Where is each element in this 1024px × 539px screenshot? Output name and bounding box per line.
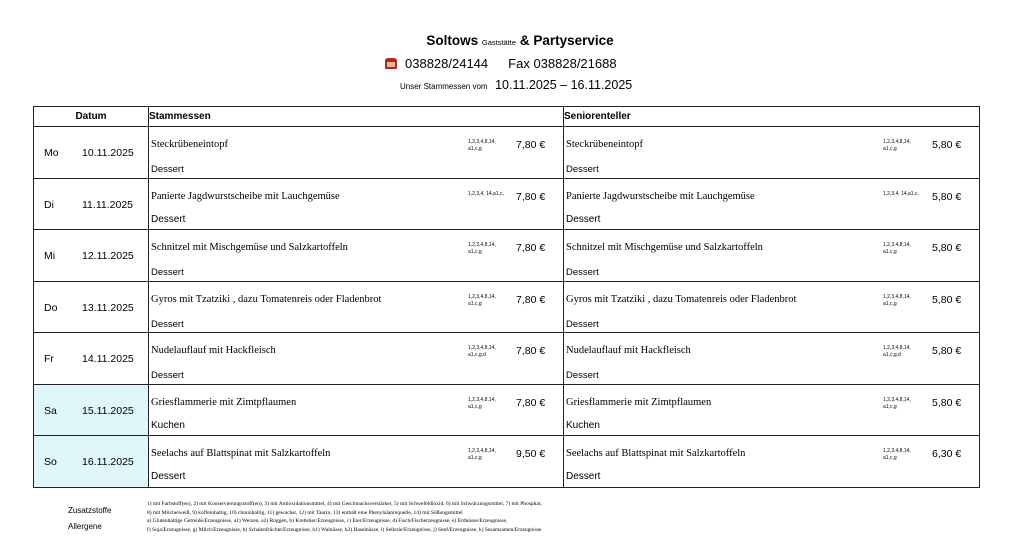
seniorenteller-cell — [564, 230, 980, 282]
meal-name: Steckrübeneintopf — [566, 139, 643, 150]
seniorenteller-cell — [564, 436, 980, 488]
phone-number: 038828/24144 — [405, 56, 489, 71]
dessert: Dessert — [151, 471, 186, 482]
stammessen-cell — [149, 281, 564, 333]
date: 12.11.2025 — [82, 250, 134, 262]
date: 11.11.2025 — [82, 198, 133, 211]
stammessen-cell — [149, 384, 564, 436]
col-header-stammessen: Stammessen — [149, 107, 564, 127]
price-stammessen: 7,80 € — [516, 293, 546, 306]
date-cell — [34, 384, 149, 436]
dessert: Dessert — [566, 164, 599, 175]
price-stammessen: 7,80 € — [516, 396, 546, 409]
price-seniorenteller: 5,80 € — [932, 242, 962, 254]
meal-name: Griesflammerie mit Zimtpflaumen — [566, 396, 712, 408]
table-header-row — [34, 107, 980, 127]
dessert: Dessert — [151, 370, 184, 381]
allergene-line-2: f) Soja/Erzeugnisse, g) Milch/Erzeugnisse, h) Schalenfrüchte/Erzeugnisse, h1) Walnüsse, h2) Haselnüsse, i) Sellerie/Erzeugnisse, j) Senf/Erzeugnisse, k) Sesamsamen/Erzeugnisse — [147, 526, 542, 533]
weekday: So — [44, 456, 57, 468]
allergen-codes: 1,2,3,4,8,14, a1,c,g — [883, 139, 911, 152]
weekly-menu-table — [33, 106, 980, 488]
price-stammessen: 7,80 € — [516, 242, 546, 254]
business-name: Soltows — [426, 33, 479, 48]
seniorenteller-cell — [564, 178, 980, 230]
zusatzstoffe-label: Zusatzstoffe — [68, 506, 112, 515]
dessert: Dessert — [566, 213, 601, 225]
date-cell — [34, 436, 149, 488]
menu-row — [34, 178, 980, 230]
meal-name: Seelachs auf Blattspinat mit Salzkartoffeln — [566, 448, 746, 459]
date-cell — [34, 178, 149, 230]
dessert: Kuchen — [566, 419, 600, 431]
dessert: Dessert — [566, 471, 601, 482]
menu-row — [34, 281, 980, 333]
allergen-codes: 1,2,3,4,8,14, a1,c,g — [468, 293, 496, 307]
meal-name: Panierte Jagdwurstscheibe mit Lauchgemüse — [566, 190, 755, 202]
allergen-codes: 1,2,3,4,8,14, a1,c,g,d — [468, 345, 496, 358]
seniorenteller-cell — [564, 333, 980, 385]
zusatzstoffe-line-1: 1) mit Farbstoff(en), 2) mit Konservierungsstoff(en), 3) mit Antioxidationsmittel, 4) mit Geschmacksverstärker, 5) mit Schwefeldioxid, 6) mit Schwärzungsmittel, 7) mit Phosphat, — [147, 501, 542, 507]
period-range: 10.11.2025 – 16.11.2025 — [495, 78, 633, 92]
meal-name: Griesflammerie mit Zimtpflaumen — [151, 396, 297, 408]
stammessen-cell — [149, 178, 564, 230]
business-sub: Gaststätte — [481, 38, 517, 47]
stammessen-cell — [149, 436, 564, 488]
weekday: Di — [44, 198, 54, 211]
menu-period — [400, 78, 632, 92]
price-seniorenteller: 5,80 € — [932, 139, 962, 151]
dessert: Dessert — [151, 164, 184, 175]
contact-line — [385, 56, 617, 71]
allergene-line-1: a) Glutenhaltige Getreide/Erzeugnisse, a1) Weizen, a2) Roggen, b) Krebstier/Erzeugnisse, c) Eier/Erzeugnisse, d) Fisch/Fischerzeugnisse, e) Erdnüsse/Erzeugnisse, — [147, 518, 508, 524]
price-seniorenteller: 5,80 € — [932, 190, 962, 203]
stammessen-cell — [149, 230, 564, 282]
date: 16.11.2025 — [82, 456, 134, 468]
price-seniorenteller: 5,80 € — [932, 345, 962, 357]
meal-name: Schnitzel mit Mischgemüse und Salzkartoffeln — [151, 242, 348, 253]
allergen-codes: 1,2,3,4,8,14, a1,c,g — [468, 448, 496, 461]
allergen-codes: 1,2,3,4,8,14, a1,c,g — [883, 293, 911, 307]
price-stammessen: 7,80 € — [516, 139, 546, 151]
price-seniorenteller: 5,80 € — [932, 293, 962, 306]
menu-row — [34, 230, 980, 282]
menu-row — [34, 127, 980, 179]
price-stammessen: 7,80 € — [516, 345, 546, 357]
price-stammessen: 9,50 € — [516, 448, 546, 460]
meal-name: Panierte Jagdwurstscheibe mit Lauchgemüse — [151, 190, 340, 202]
price-seniorenteller: 6,30 € — [932, 448, 962, 460]
weekday: Do — [44, 301, 58, 314]
allergen-codes: 1,2,3,4,8,14, a1,c,g,d — [883, 345, 911, 358]
seniorenteller-cell — [564, 281, 980, 333]
allergen-codes: 1,2,3,4,8,14, a1,c,g — [468, 242, 496, 255]
dessert: Dessert — [151, 318, 184, 330]
footnotes-text — [147, 500, 747, 534]
col-header-datum: Datum — [34, 107, 149, 127]
meal-name: Steckrübeneintopf — [151, 139, 228, 150]
allergen-codes: 1,2,3,4,8,14, a1,c,g — [883, 396, 911, 410]
allergene-label: Allergene — [68, 522, 102, 531]
allergen-codes: 1,2,3,4,8,14, a1,c,g — [468, 139, 496, 152]
stammessen-cell — [149, 333, 564, 385]
date-cell — [34, 281, 149, 333]
dessert: Kuchen — [151, 419, 185, 431]
zusatzstoffe-line-2: 8) mit Milcheiweiß, 9) koffeinhaltig, 10) chininhaltig, 11) gewachst, 12) mit Taurin, 13) enthält eine Phenylalaninquelle, 14) mit Süßungsmittel — [147, 509, 463, 516]
allergen-codes: 1,2,3,4,8,14, a1,c,g — [883, 448, 911, 461]
stammessen-cell — [149, 127, 564, 179]
weekday: Sa — [44, 404, 57, 417]
allergen-codes: 1,2,3,4,8,14, a1,c,g — [468, 396, 496, 410]
seniorenteller-cell — [564, 127, 980, 179]
date: 15.11.2025 — [82, 404, 134, 417]
meal-name: Nudelauflauf mit Hackfleisch — [151, 345, 276, 356]
allergen-codes: 1,2,3,4,8,14, a1,c,g — [883, 242, 911, 255]
business-title — [0, 33, 1024, 48]
date-cell — [34, 127, 149, 179]
date-cell — [34, 230, 149, 282]
menu-row — [34, 384, 980, 436]
period-prefix: Unser Stammessen vom — [400, 82, 488, 91]
weekday: Mo — [44, 147, 59, 159]
date: 10.11.2025 — [82, 147, 134, 159]
seniorenteller-cell — [564, 384, 980, 436]
dessert: Dessert — [566, 267, 599, 278]
dessert: Dessert — [151, 213, 186, 225]
weekday: Mi — [44, 250, 56, 262]
fax-number: Fax 038828/21688 — [508, 56, 617, 71]
meal-name: Seelachs auf Blattspinat mit Salzkartoffeln — [151, 448, 331, 459]
allergen-codes: 1,2,3,4, 14,a1,c, — [883, 190, 919, 197]
dessert: Dessert — [151, 267, 184, 278]
price-seniorenteller: 5,80 € — [932, 396, 962, 409]
price-stammessen: 7,80 € — [516, 190, 546, 203]
meal-name: Gyros mit Tzatziki , dazu Tomatenreis oder Fladenbrot — [151, 293, 382, 305]
date-cell — [34, 333, 149, 385]
dessert: Dessert — [566, 370, 599, 381]
menu-row — [34, 333, 980, 385]
allergen-codes: 1,2,3,4, 14,a1,c, — [468, 190, 504, 197]
date: 14.11.2025 — [82, 353, 134, 365]
date: 13.11.2025 — [82, 301, 134, 314]
menu-header — [0, 0, 1024, 100]
col-header-seniorenteller: Seniorenteller — [564, 107, 980, 127]
meal-name: Gyros mit Tzatziki , dazu Tomatenreis oder Fladenbrot — [566, 293, 797, 305]
menu-row — [34, 436, 980, 488]
meal-name: Nudelauflauf mit Hackfleisch — [566, 345, 691, 356]
phone-icon — [385, 58, 397, 69]
business-suffix: & Partyservice — [519, 33, 614, 48]
meal-name: Schnitzel mit Mischgemüse und Salzkartoffeln — [566, 242, 763, 253]
dessert: Dessert — [566, 318, 599, 330]
weekday: Fr — [44, 353, 54, 365]
